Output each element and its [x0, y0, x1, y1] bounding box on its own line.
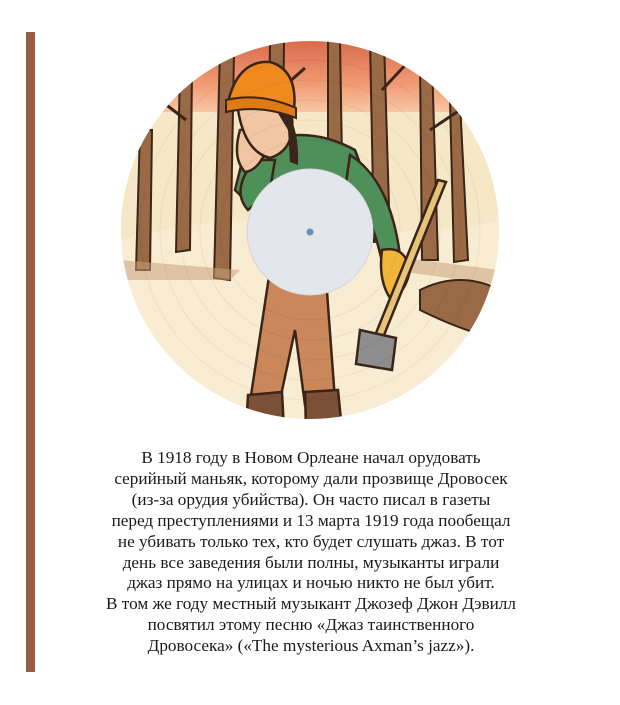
record-illustration — [120, 40, 500, 420]
accent-bar — [26, 32, 35, 672]
story-line: посвятил этому песню «Джаз таинственного — [147, 615, 475, 635]
vinyl-record-icon — [120, 40, 500, 420]
story-line: день все заведения были полны, музыканты играли — [122, 552, 500, 572]
story-text — [46, 448, 576, 657]
story-line: (из-за орудия убийства). Он часто писал в газеты — [131, 489, 491, 509]
record-spindle-hole — [307, 229, 314, 236]
story-line: джаз прямо на улицах и ночью никто не был убит. — [127, 573, 495, 593]
story-line: В том же году местный музыкант Джозеф Джон Дэвилл — [106, 594, 516, 614]
story-line: серийный маньяк, которому дали прозвище Дровосек — [114, 468, 508, 488]
story-line: перед преступлениями и 13 марта 1919 года пообещал — [111, 510, 511, 530]
story-line: В 1918 году в Новом Орлеане начал орудовать — [141, 448, 481, 467]
story-line: не убивать только тех, кто будет слушать джаз. В тот — [117, 531, 505, 551]
story-line: Дровосека» («The mysterious Axman’s jazz»). — [147, 636, 475, 656]
